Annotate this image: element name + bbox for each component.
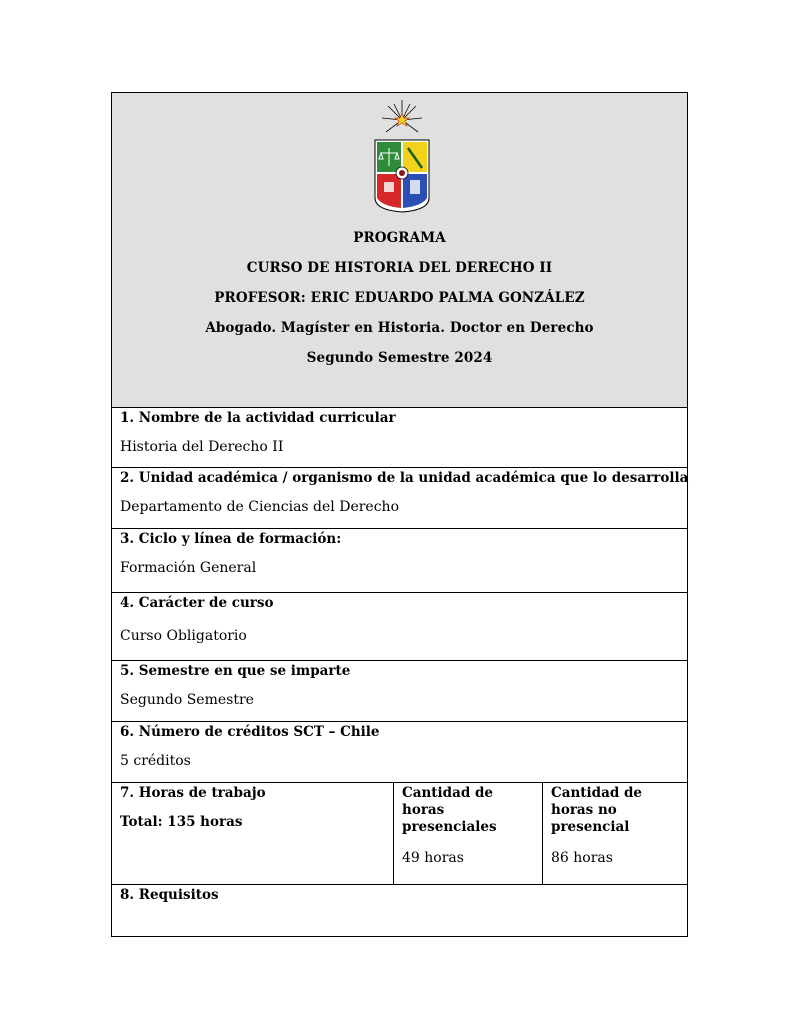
section-value: Formación General: [120, 560, 257, 576]
section-label: 6. Número de créditos SCT – Chile: [120, 724, 380, 740]
section-value: Segundo Semestre: [120, 692, 254, 708]
university-crest-logo: [372, 98, 432, 213]
presencial-hours-label: Cantidad de horas presenciales: [402, 785, 497, 835]
non-presencial-hours-value: 86 horas: [551, 850, 613, 866]
section-label: 1. Nombre de la actividad curricular: [120, 410, 396, 426]
section-academic-unit: [112, 468, 687, 529]
section-label: 5. Semestre en que se imparte: [120, 663, 351, 679]
section-label: 4. Carácter de curso: [120, 595, 274, 611]
course-name-heading: CURSO DE HISTORIA DEL DERECHO II: [246, 260, 553, 276]
section-work-hours: [112, 783, 687, 885]
section-value: Historia del Derecho II: [120, 439, 284, 455]
section-label: 3. Ciclo y línea de formación:: [120, 531, 342, 547]
section-requirements: [112, 885, 687, 936]
section-credits: [112, 722, 687, 783]
section-label: 2. Unidad académica / organismo de la unidad académica que lo desarrolla: [120, 470, 689, 486]
professor-degrees: Abogado. Magíster en Historia. Doctor en Derecho: [205, 320, 594, 336]
section-label: 8. Requisitos: [120, 887, 219, 903]
header-title: PROGRAMA: [353, 230, 446, 246]
section-label: 7. Horas de trabajo: [120, 785, 266, 801]
non-presencial-hours-label: Cantidad de horas no presencial: [551, 785, 643, 835]
section-semester: [112, 661, 687, 722]
program-header: [112, 93, 687, 408]
semester-heading: Segundo Semestre 2024: [306, 350, 493, 366]
section-cycle: [112, 529, 687, 593]
work-hours-total-cell: [112, 783, 393, 884]
section-value: Curso Obligatorio: [120, 628, 247, 644]
presencial-hours-value: 49 horas: [402, 850, 464, 866]
section-course-character: [112, 593, 687, 661]
section-activity-name: [112, 408, 687, 468]
professor-heading: PROFESOR: ERIC EDUARDO PALMA GONZÁLEZ: [214, 290, 585, 306]
total-hours: Total: 135 horas: [120, 814, 243, 830]
section-value: Departamento de Ciencias del Derecho: [120, 499, 400, 515]
non-presencial-hours-cell: [542, 783, 687, 884]
presencial-hours-cell: [393, 783, 542, 884]
course-program-table: [111, 92, 688, 937]
section-value: 5 créditos: [120, 753, 191, 769]
